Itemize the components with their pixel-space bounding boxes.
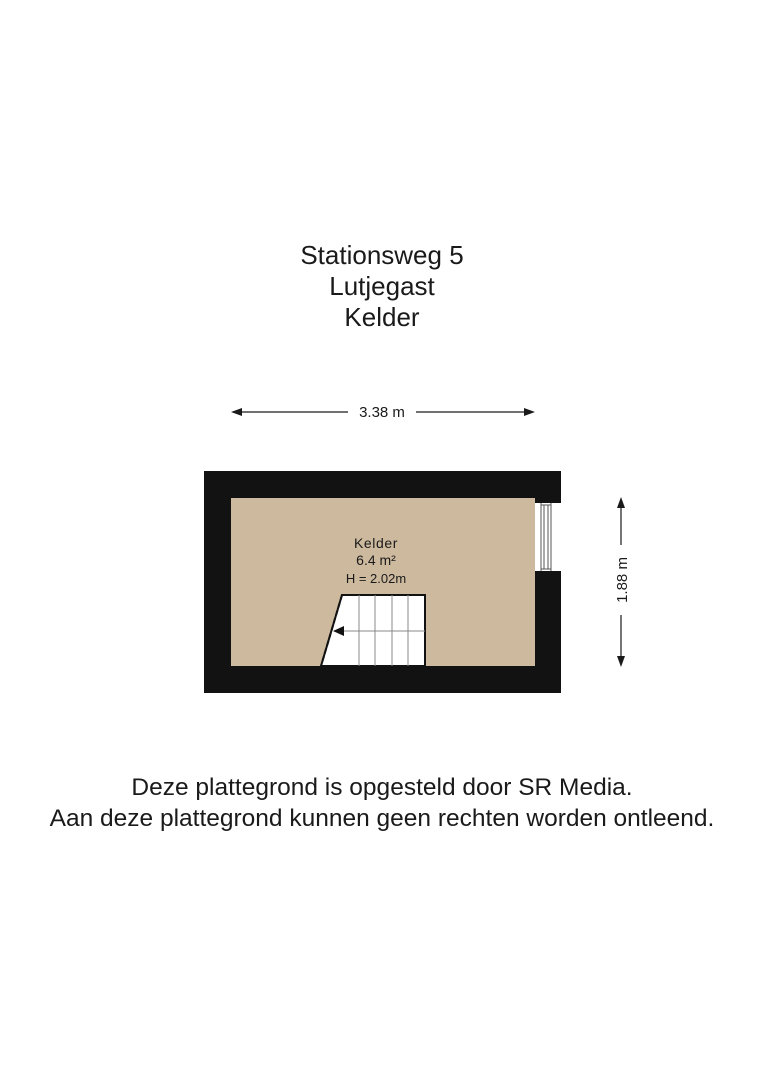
address-title: Stationsweg 5 [300, 240, 464, 270]
disclaimer-line-1: Deze plattegrond is opgesteld door SR Media. [131, 774, 633, 801]
room-name: Kelder [353, 535, 399, 551]
height-dimension-label: 1.88 m [614, 557, 631, 603]
disclaimer [0, 772, 764, 834]
arrow-left-icon [231, 408, 242, 416]
room-area: 6.4 m² [356, 552, 396, 568]
room-ceiling-height: H = 2.02m [345, 571, 407, 586]
disclaimer-line-2: Aan deze plattegrond kunnen geen rechten worden ontleend. [49, 805, 715, 832]
arrow-down-icon [617, 656, 625, 667]
width-dimension [231, 404, 535, 421]
city-title: Lutjegast [329, 271, 435, 301]
floor-title: Kelder [344, 302, 420, 332]
window [535, 503, 561, 571]
arrow-right-icon [524, 408, 535, 416]
width-dimension-label: 3.38 m [359, 404, 405, 421]
arrow-up-icon [617, 497, 625, 508]
height-dimension [614, 497, 631, 667]
